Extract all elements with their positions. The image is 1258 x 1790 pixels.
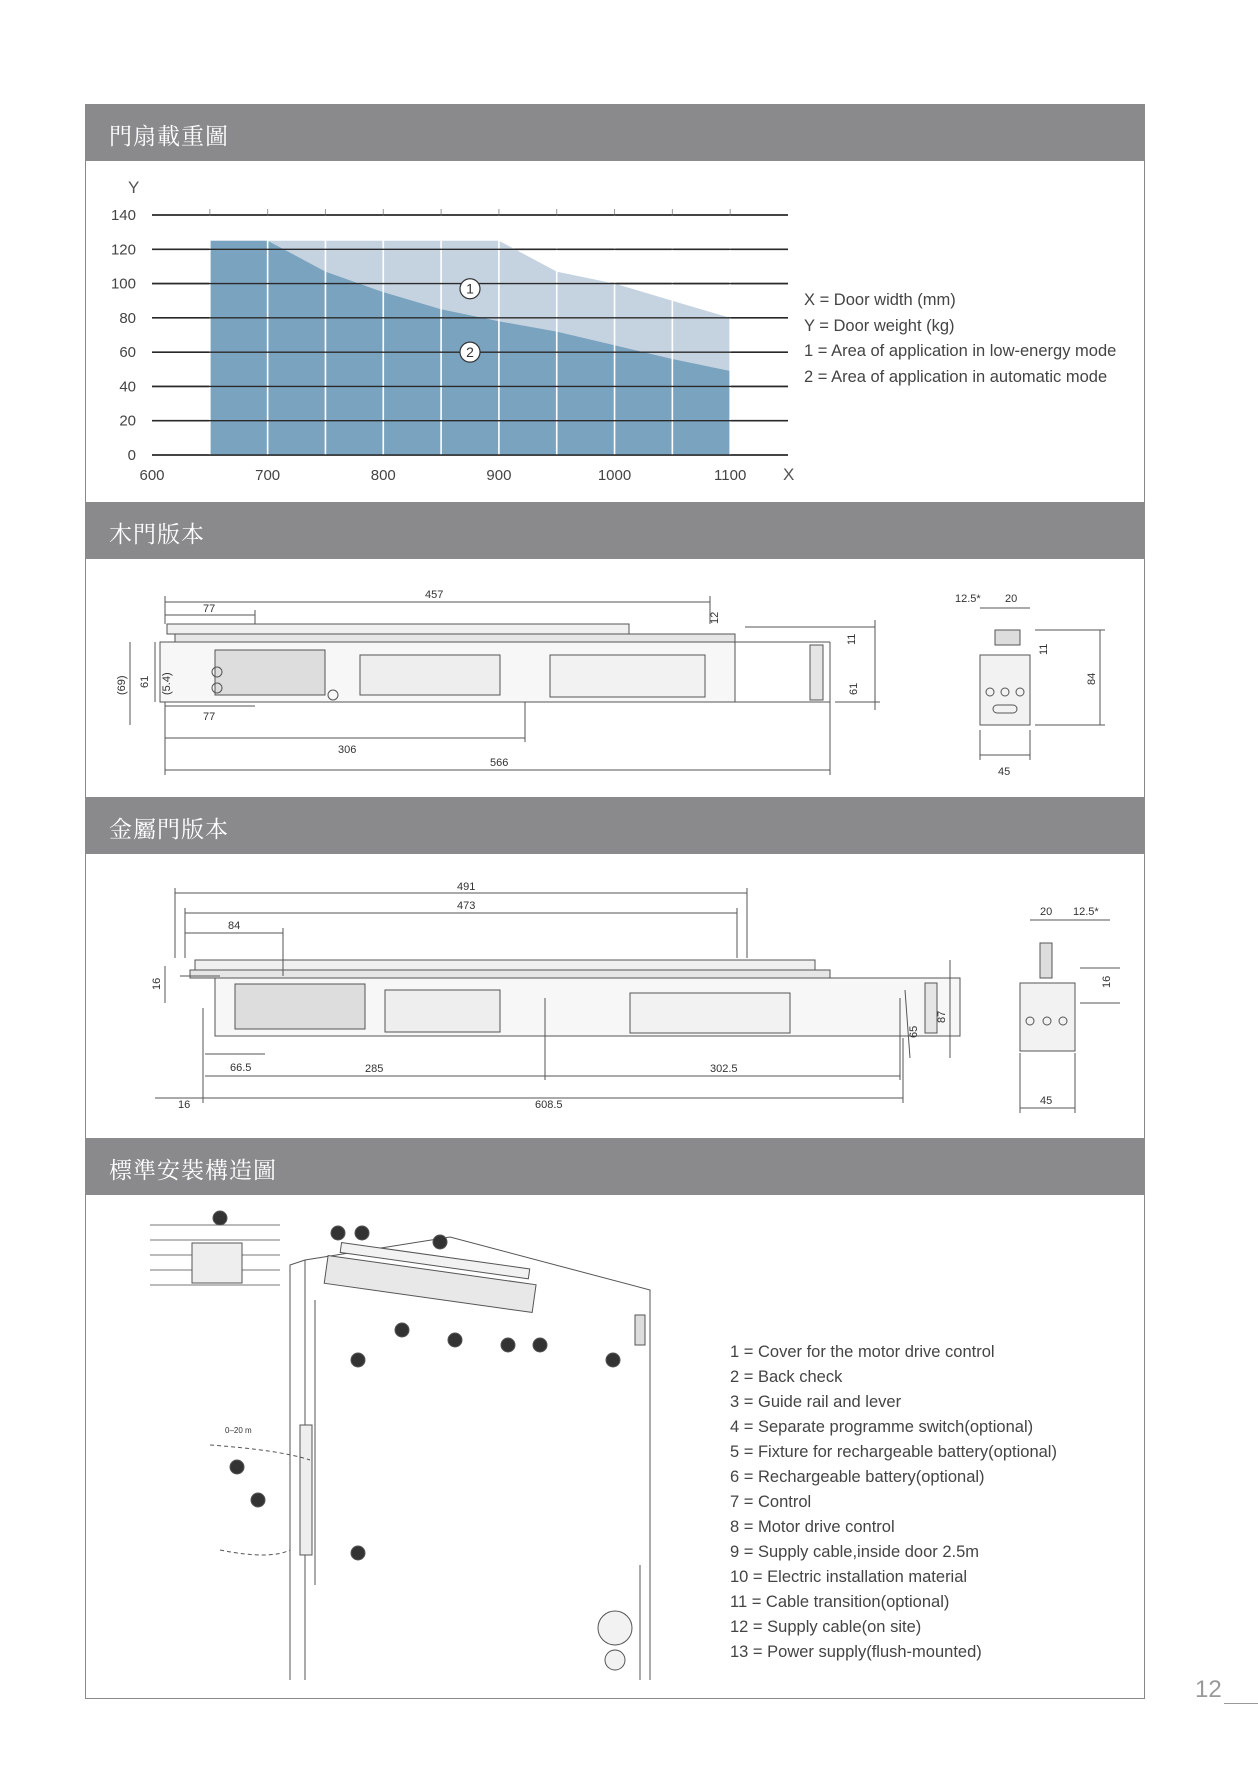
- page-number-rule: [1224, 1703, 1258, 1704]
- section-title: 標準安裝構造圖: [109, 1158, 277, 1184]
- chart-y-tick: 20: [119, 412, 136, 430]
- installation-legend-item: 6 = Rechargeable battery(optional): [730, 1468, 985, 1486]
- wood-door-drawing: [85, 560, 1145, 800]
- chart-annotation-label: 2: [466, 344, 474, 361]
- installation-legend-item: 11 = Cable transition(optional): [730, 1593, 950, 1611]
- dim-16-bottom: 16: [178, 1099, 191, 1111]
- side-dim-12-5: 12.5*: [1073, 906, 1099, 918]
- load-chart: [100, 170, 820, 500]
- callout-2: 2: [359, 1229, 365, 1239]
- installation-legend-item: 2 = Back check: [730, 1368, 843, 1386]
- chart-x-tick: 700: [255, 467, 281, 484]
- dim-608-5: 608.5: [535, 1099, 563, 1111]
- page-number: 12: [1195, 1676, 1222, 1703]
- chart-legend-item: Y = Door weight (kg): [804, 316, 955, 335]
- callout-7: 7: [452, 1336, 458, 1346]
- side-dim-84: 84: [1086, 672, 1098, 685]
- cover-plate: [167, 624, 629, 634]
- installation-legend-item: 8 = Motor drive control: [730, 1518, 895, 1536]
- dim-77-bottom: 77: [203, 711, 216, 723]
- chart-y-tick: 140: [110, 207, 136, 224]
- metal-door-drawing: [85, 858, 1145, 1133]
- chart-legend-item: X = Door width (mm): [804, 291, 956, 309]
- installation-legend-item: 5 = Fixture for rechargeable battery(optional): [730, 1443, 1057, 1461]
- section-title: 門扇載重圖: [109, 124, 229, 150]
- motor: [360, 655, 500, 695]
- installation-legend-item: 4 = Separate programme switch(optional): [730, 1418, 1034, 1436]
- chart-y-label: Y: [128, 178, 140, 197]
- callout-8: 8: [399, 1326, 405, 1336]
- dim-11: 11: [846, 633, 858, 645]
- installation-legend-item: 13 = Power supply(flush-mounted): [730, 1643, 982, 1661]
- chart-x-tick: 900: [486, 467, 512, 484]
- dim-87: 87: [936, 1010, 948, 1023]
- section-header-wood: [85, 502, 1145, 559]
- callout-1: 1: [335, 1229, 341, 1239]
- installation-legend-item: 9 = Supply cable,inside door 2.5m: [730, 1543, 980, 1561]
- section-header-install: [85, 1138, 1145, 1195]
- side-dim-12-5: 12.5*: [955, 593, 981, 605]
- section-header-metal: [85, 797, 1145, 854]
- side-dim-45: 45: [998, 766, 1011, 778]
- section-title: 木門版本: [109, 522, 205, 548]
- control-box: [550, 655, 705, 697]
- side-view-body: [980, 655, 1030, 725]
- side-dim-20: 20: [1040, 906, 1053, 918]
- callout-10: 10: [252, 1496, 263, 1506]
- dim-302-5: 302.5: [710, 1063, 738, 1075]
- supply-cable-site: [210, 1445, 310, 1460]
- installation-legend-item: 7 = Control: [730, 1493, 812, 1511]
- callout-13: 13: [216, 1214, 227, 1224]
- section-header-chart: [85, 104, 1145, 161]
- cable-transition: [300, 1425, 312, 1555]
- dim-69: (69): [116, 675, 128, 695]
- dim-61-left: 61: [139, 675, 151, 688]
- control-box: [630, 993, 790, 1033]
- dim-473: 473: [457, 900, 476, 912]
- chart-legend: [804, 288, 1116, 390]
- gear-block: [235, 984, 365, 1029]
- callout-4: 4: [610, 1356, 616, 1366]
- chart-legend-item: 2 = Area of application in automatic mode: [804, 367, 1108, 386]
- chart-legend-item: 1 = Area of application in low-energy mode: [804, 342, 1117, 360]
- callout-3: 3: [437, 1238, 443, 1248]
- dim-84: 84: [228, 920, 241, 932]
- installation-legend-item: 10 = Electric installation material: [730, 1568, 968, 1586]
- installation-legend-item: 3 = Guide rail and lever: [730, 1393, 902, 1411]
- chart-y-tick: 60: [119, 344, 136, 362]
- dim-12: 12: [709, 611, 721, 624]
- chart-y-tick: 120: [110, 241, 136, 259]
- chart-x-tick: 1000: [597, 467, 632, 484]
- dim-306: 306: [338, 744, 357, 756]
- side-dim-16: 16: [1101, 975, 1113, 988]
- chart-y-tick: 80: [119, 309, 136, 327]
- mounting-plate: [190, 970, 830, 978]
- chart-annotation-label: 1: [466, 280, 474, 297]
- distance-label: 0–20 m: [225, 1426, 252, 1435]
- callout-5: 5: [537, 1341, 543, 1351]
- installation-legend-item: 1 = Cover for the motor drive control: [730, 1343, 995, 1361]
- installation-legend-item: 12 = Supply cable(on site): [730, 1618, 922, 1636]
- chart-x-tick: 1100: [714, 467, 747, 484]
- gear-block: [215, 650, 325, 695]
- callout-9: 9: [355, 1356, 361, 1366]
- dim-491: 491: [457, 881, 476, 893]
- dim-16-left: 16: [151, 977, 163, 990]
- callout-11: 11: [352, 1549, 362, 1559]
- dim-285: 285: [365, 1063, 384, 1075]
- side-dim-45: 45: [1040, 1095, 1053, 1107]
- mounting-plate: [175, 634, 735, 642]
- chart-x-label: X: [783, 465, 795, 484]
- power-supply-box: [192, 1243, 242, 1283]
- dim-5-4: (5.4): [161, 672, 173, 695]
- dim-566: 566: [490, 757, 509, 769]
- program-switch: [635, 1315, 645, 1345]
- door-lock: [605, 1650, 625, 1670]
- section-title: 金屬門版本: [109, 817, 229, 843]
- dim-61-right: 61: [848, 682, 860, 695]
- chart-y-tick: 0: [127, 447, 136, 464]
- dim-65: 65: [908, 1025, 920, 1038]
- end-cap: [810, 645, 823, 700]
- callout-6: 6: [505, 1341, 511, 1351]
- dim-66-5: 66.5: [230, 1062, 252, 1074]
- cover-plate: [195, 960, 815, 970]
- installation-legend: [730, 1340, 1057, 1665]
- door-handle: [598, 1611, 632, 1645]
- installation-drawing: [130, 1205, 690, 1695]
- side-dim-20: 20: [1005, 593, 1018, 605]
- chart-y-tick: 100: [110, 275, 136, 293]
- motor: [385, 990, 500, 1032]
- chart-y-tick: 40: [119, 378, 136, 396]
- callout-12: 12: [231, 1463, 242, 1473]
- dim-77-top: 77: [203, 603, 216, 615]
- chart-x-tick: 800: [370, 467, 396, 484]
- dim-457: 457: [425, 589, 444, 601]
- side-dim-11: 11: [1038, 643, 1050, 655]
- chart-x-tick: 600: [139, 467, 165, 484]
